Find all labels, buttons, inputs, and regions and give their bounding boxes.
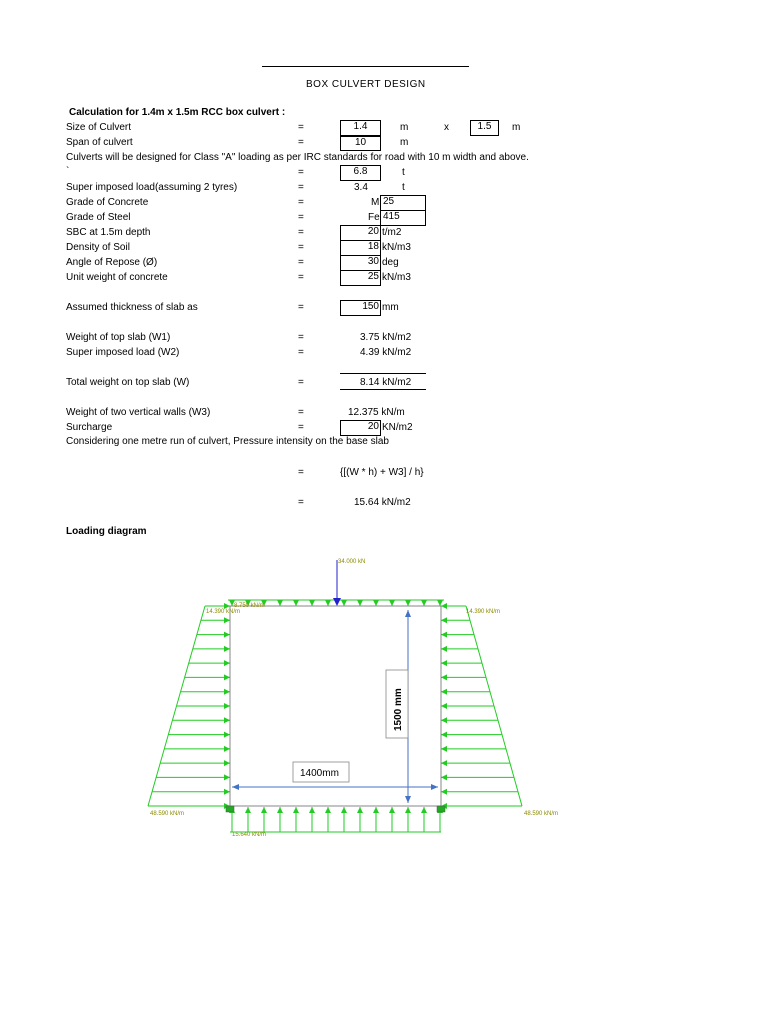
right-wall-pressure-arrow (441, 789, 518, 795)
span-eq: = (298, 137, 304, 148)
repose-value: 30 (340, 255, 381, 271)
base-slab-udl (229, 807, 443, 832)
sbc-eq: = (298, 227, 304, 238)
w3-value: 12.375 kN/m (348, 407, 405, 418)
size-x: x (444, 122, 449, 133)
height-dim-top-head (405, 610, 411, 617)
top-udl-arrow (309, 600, 315, 606)
steel-grade: 415 (380, 210, 426, 226)
superload-label: Super imposed load(assuming 2 tyres) (66, 182, 238, 193)
right-wall-pressure-arrow (441, 660, 482, 666)
size-height-unit: m (512, 122, 521, 133)
right-wall-pressure-arrow (441, 717, 498, 723)
top-udl-arrow (389, 600, 395, 606)
point-load-label: 34.000 kN (338, 559, 366, 565)
height-label: 1500 mm (393, 688, 404, 731)
consider-text: Considering one metre run of culvert, Pressure intensity on the base slab (66, 436, 389, 447)
base-udl-label: 15.640 kN/m (232, 832, 267, 838)
base-udl-arrow (421, 807, 427, 832)
loading-heading: Loading diagram (66, 526, 147, 537)
base-udl-arrow (245, 807, 251, 832)
repose-label: Angle of Repose (Ø) (66, 257, 158, 268)
unitwt-value: 25 (340, 270, 381, 286)
top-udl-arrow (325, 600, 331, 606)
wheel-load-value: 6.8 (340, 165, 381, 181)
w1-eq: = (298, 332, 304, 343)
formula-eq: = (298, 467, 304, 478)
backtick-label: ` (66, 166, 70, 177)
right-wall-pressure-arrow (441, 760, 510, 766)
top-udl-arrow (421, 600, 427, 606)
left-wall-pressure-arrow (160, 760, 230, 766)
thickness-label: Assumed thickness of slab as (66, 302, 198, 313)
w2-eq: = (298, 347, 304, 358)
left-wall-pressure-arrow (185, 674, 230, 680)
repose-unit: deg (382, 257, 399, 268)
base-udl-arrow (277, 807, 283, 832)
wheel-load-unit: t (402, 167, 405, 178)
unitwt-eq: = (298, 272, 304, 283)
backtick-eq: = (298, 167, 304, 178)
superload-unit: t (402, 182, 405, 193)
height-dim-bottom-head (405, 796, 411, 803)
width-dim-right-head (431, 784, 438, 790)
w1-value: 3.75 kN/m2 (360, 332, 412, 343)
w-eq: = (298, 377, 304, 388)
result-value: 15.64 kN/m2 (354, 497, 411, 508)
left-wall-pressure-arrow (181, 689, 230, 695)
surcharge-eq: = (298, 422, 304, 433)
base-udl-arrow (309, 807, 315, 832)
base-udl-arrow (357, 807, 363, 832)
top-left-wall-label: 14.390 kN/m (206, 609, 241, 615)
result-eq: = (298, 497, 304, 508)
point-load-head (333, 598, 341, 606)
steel-eq: = (298, 212, 304, 223)
top-udl-arrow (405, 600, 411, 606)
sbc-value: 20 (340, 225, 381, 241)
steel-label: Grade of Steel (66, 212, 131, 223)
top-udl-arrow (293, 600, 299, 606)
superload-value: 3.4 (354, 182, 368, 193)
top-right-wall-label: 14.390 kN/m (466, 609, 501, 615)
density-unit: kN/m3 (382, 242, 411, 253)
left-wall-pressure-arrow (156, 774, 230, 780)
unitwt-label: Unit weight of concrete (66, 272, 168, 283)
base-udl-arrow (341, 807, 347, 832)
top-udl-label: 8.750 kN/m (234, 603, 265, 609)
right-wall-pressure-arrow (441, 732, 502, 738)
base-udl-arrow (325, 807, 331, 832)
w-label: Total weight on top slab (W) (66, 377, 190, 388)
top-udl-arrow (341, 600, 347, 606)
right-wall-pressure-arrow (441, 617, 470, 623)
w3-eq: = (298, 407, 304, 418)
left-wall-pressure-arrow (201, 617, 230, 623)
base-udl-arrow (405, 807, 411, 832)
formula-value: {[(W * h) + W3] / h} (340, 467, 424, 478)
bottom-right-wall-label: 48.590 kN/m (524, 811, 559, 817)
right-wall-pressure-arrow (441, 703, 494, 709)
surcharge-value: 20 (340, 420, 381, 436)
base-udl-arrow (293, 807, 299, 832)
section-subtitle: Calculation for 1.4m x 1.5m RCC box culvert : (69, 107, 286, 118)
superload-eq: = (298, 182, 304, 193)
top-udl-arrow (357, 600, 363, 606)
top-udl-arrow (373, 600, 379, 606)
steel-prefix: Fe (368, 212, 380, 223)
size-label: Size of Culvert (66, 122, 132, 133)
surcharge-label: Surcharge (66, 422, 113, 433)
right-wall-pressure-arrow (441, 774, 514, 780)
concrete-eq: = (298, 197, 304, 208)
left-wall-pressure-arrow (189, 660, 230, 666)
left-wall-pressure-arrow (164, 746, 230, 752)
density-label: Density of Soil (66, 242, 130, 253)
span-label: Span of culvert (66, 137, 133, 148)
concrete-label: Grade of Concrete (66, 197, 149, 208)
concrete-grade: 25 (380, 195, 426, 211)
class-a-note: Culverts will be designed for Class "A" loading as per IRC standards for road with 10 m width and above. (66, 152, 529, 163)
thickness-eq: = (298, 302, 304, 313)
concrete-prefix: M (371, 197, 380, 208)
top-udl-arrow (277, 600, 283, 606)
bottom-left-wall-label: 48.590 kN/m (150, 811, 185, 817)
density-eq: = (298, 242, 304, 253)
top-udl-arrow (437, 600, 443, 606)
page-title: BOX CULVERT DESIGN (306, 79, 426, 90)
span-unit: m (400, 137, 409, 148)
left-wall-pressure (148, 603, 230, 809)
size-width-value: 1.4 (340, 120, 381, 136)
size-height-value: 1.5 (470, 120, 499, 136)
w2-label: Super imposed load (W2) (66, 347, 180, 358)
left-wall-pressure-arrow (177, 703, 231, 709)
left-wall-pressure-arrow (168, 732, 230, 738)
left-wall-pressure-arrow (197, 632, 230, 638)
sbc-unit: t/m2 (382, 227, 402, 238)
w1-label: Weight of top slab (W1) (66, 332, 171, 343)
right-wall-pressure-arrow (441, 689, 490, 695)
right-wall-pressure (441, 603, 522, 809)
left-wall-pressure-arrow (152, 789, 230, 795)
w3-label: Weight of two vertical walls (W3) (66, 407, 211, 418)
size-eq: = (298, 122, 304, 133)
right-wall-pressure-arrow (441, 674, 486, 680)
unitwt-unit: kN/m3 (382, 272, 411, 283)
right-support (437, 806, 445, 812)
thickness-unit: mm (382, 302, 399, 313)
sbc-label: SBC at 1.5m depth (66, 227, 151, 238)
density-value: 18 (340, 240, 381, 256)
span-value: 10 (340, 136, 381, 151)
w2-value: 4.39 kN/m2 (360, 347, 412, 358)
left-wall-pressure-arrow (193, 646, 230, 652)
width-label: 1400mm (300, 768, 339, 779)
right-wall-pressure-arrow (441, 746, 506, 752)
left-wall-pressure-arrow (172, 717, 230, 723)
right-wall-pressure-arrow (441, 632, 474, 638)
base-udl-arrow (261, 807, 267, 832)
thickness-value: 150 (340, 300, 381, 316)
base-udl-arrow (389, 807, 395, 832)
w-value: 8.14 kN/m2 (360, 377, 412, 388)
base-udl-arrow (373, 807, 379, 832)
repose-eq: = (298, 257, 304, 268)
surcharge-unit: KN/m2 (382, 422, 413, 433)
size-width-unit: m (400, 122, 409, 133)
right-wall-pressure-arrow (441, 646, 478, 652)
left-support (226, 806, 234, 812)
width-dim-left-head (232, 784, 239, 790)
